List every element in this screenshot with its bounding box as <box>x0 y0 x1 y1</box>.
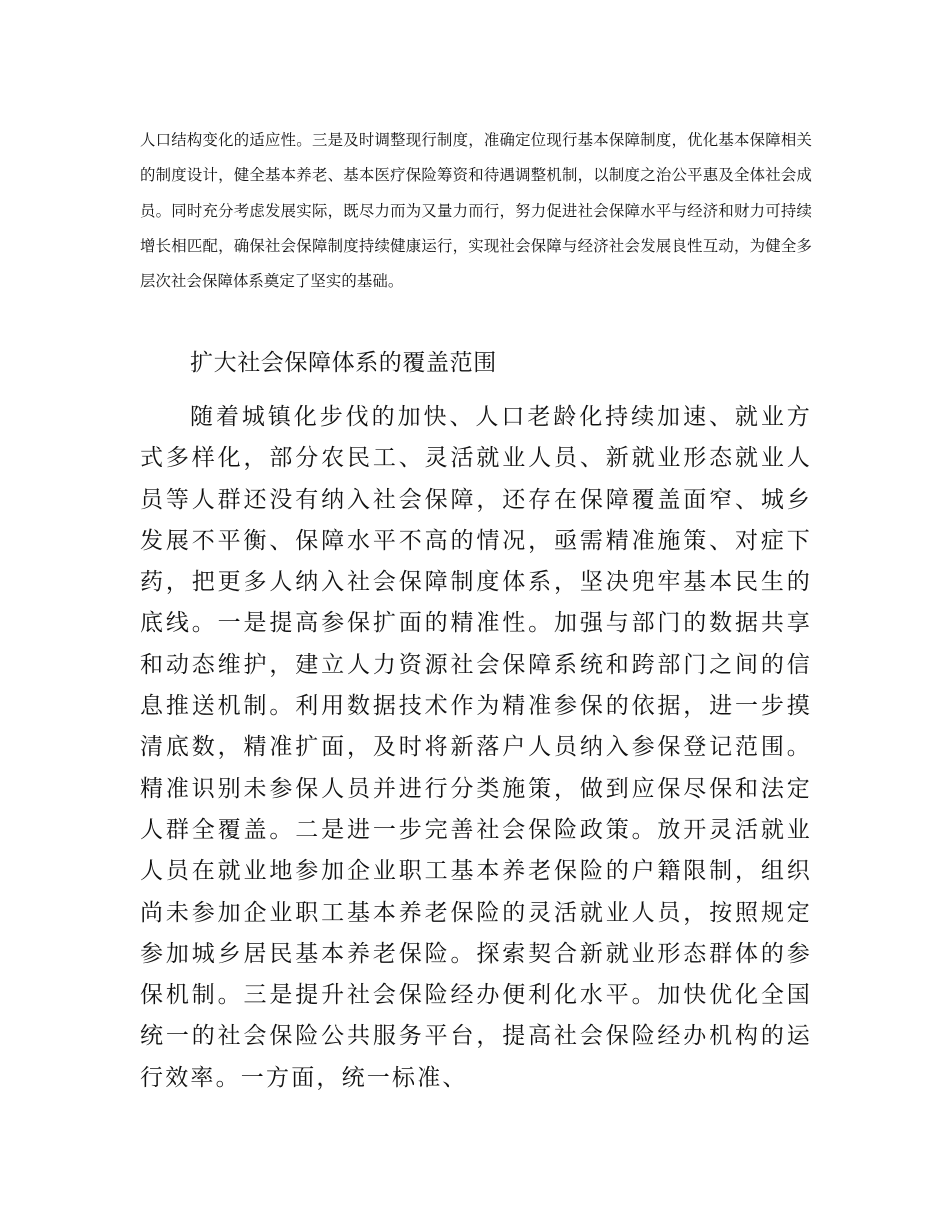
intro-paragraph: 人口结构变化的适应性。三是及时调整现行制度，准确定位现行基本保障制度，优化基本保障相关的制度设计，健全基本养老、基本医疗保险筹资和待遇调整机制，以制度之治公平惠及全体社会成员。同时充分考虑发展实际，既尽力而为又量力而行，努力促进社会保障水平与经济和财力可持续增长相匹配，确保社会保障制度持续健康运行，实现社会保障与经济社会发展良性互动，为健全多层次社会保障体系奠定了坚实的基础。 <box>140 131 812 291</box>
section-heading: 扩大社会保障体系的覆盖范围 <box>190 350 497 376</box>
body-paragraph: 随着城镇化步伐的加快、人口老龄化持续加速、就业方式多样化，部分农民工、灵活就业人员、新就业形态就业人员等人群还没有纳入社会保障，还存在保障覆盖面窄、城乡发展不平衡、保障水平不高的情况，亟需精准施策、对症下药，把更多人纳入社会保障制度体系，坚决兜牢基本民生的底线。一是提高参保扩面的精准性。加强与部门的数据共享和动态维护，建立人力资源社会保障系统和跨部门之间的信息推送机制。利用数据技术作为精准参保的依据，进一步摸清底数，精准扩面，及时将新落户人员纳入参保登记范围。精准识别未参保人员并进行分类施策，做到应保尽保和法定人群全覆盖。二是进一步完善社会保险政策。放开灵活就业人员在就业地参加企业职工基本养老保险的户籍限制，组织尚未参加企业职工基本养老保险的灵活就业人员，按照规定参加城乡居民基本养老保险。探索契合新就业形态群体的参保机制。三是提升社会保险经办便利化水平。加快优化全国统一的社会保险公共服务平台，提高社会保险经办机构的运行效率。一方面，统一标准、 <box>140 404 812 1091</box>
